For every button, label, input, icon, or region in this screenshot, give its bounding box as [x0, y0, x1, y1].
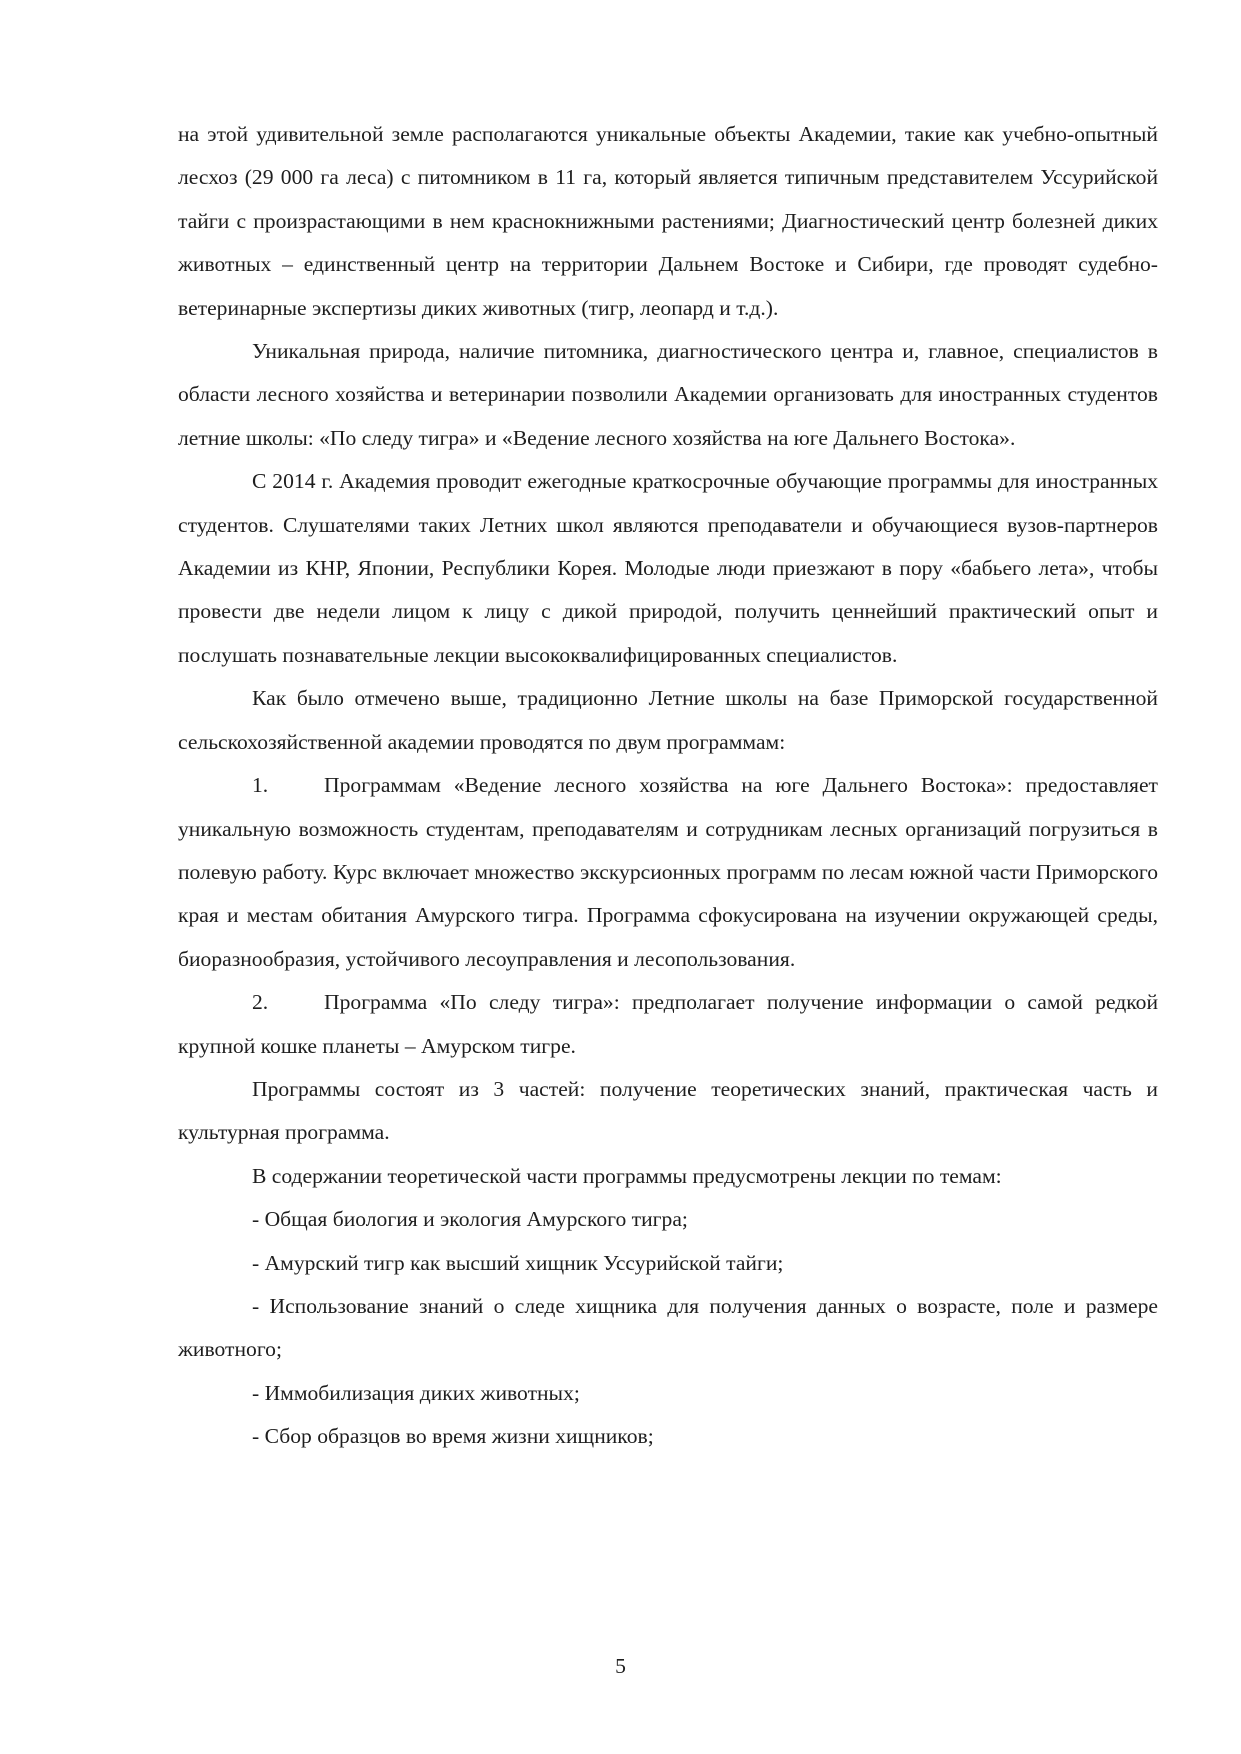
topic-item: - Амурский тигр как высший хищник Уссурийской тайги;	[252, 1250, 784, 1275]
item-text: Программам «Ведение лесного хозяйства на юге Дальнего Востока»: предоставляет уникальную возможность студентам, преподавателям и сотрудникам лесных организаций погрузиться в полевую работу. Курс включает множество экскурсионных программ по лесам южной части Приморского края и местам обитания Амурского тигра. Программа сфокусирована на изучении окружающей среды, биоразнообразия, устойчивого лесоуправления и лесопользования.	[178, 773, 1158, 971]
topic-item: - Общая биология и экология Амурского тигра;	[252, 1207, 688, 1232]
item-number: 2.	[252, 990, 269, 1015]
page-number: 5	[615, 1654, 626, 1678]
paragraph-three-parts: Программы состоят из 3 частей: получение теоретических знаний, практическая часть и культурная программа.	[178, 1076, 1158, 1145]
topic-item: - Использование знаний о следе хищника для получения данных о возрасте, поле и размере животного;	[178, 1293, 1158, 1362]
numbered-item-forestry	[178, 764, 1158, 981]
item-number: 1.	[252, 773, 269, 798]
paragraph-two-programs: Как было отмечено выше, традиционно Летние школы на базе Приморской государственной сельскохозяйственной академии проводятся по двум программам:	[178, 686, 1158, 754]
paragraph-unique-nature: Уникальная природа, наличие питомника, диагностического центра и, главное, специалистов в области лесного хозяйства и ветеринарии позволили Академии организовать для иностранных студентов летние школы: «По следу тигра» и «Ведение лесного хозяйства на юге Дальнего Востока».	[178, 339, 1158, 450]
topic-item: - Иммобилизация диких животных;	[252, 1380, 580, 1405]
item-text: Программа «По следу тигра»: предполагает получение информации о самой редкой крупной кошке планеты – Амурском тигре.	[178, 990, 1158, 1058]
numbered-item-tiger-trail	[178, 981, 1158, 1068]
topic-item: - Сбор образцов во время жизни хищников;	[252, 1424, 654, 1449]
paragraph-lecture-topics-intro: В содержании теоретической части программы предусмотрены лекции по темам:	[252, 1163, 1002, 1188]
paragraph-since-2014: С 2014 г. Академия проводит ежегодные краткосрочные обучающие программы для иностранных студентов. Слушателями таких Летних школ являются преподаватели и обучающиеся вузов-партнеров Академии из КНР, Японии, Республики Корея. Молодые люди приезжают в пору «бабьего лета», чтобы провести две недели лицом к лицу с дикой природой, получить ценнейший практический опыт и послушать познавательные лекции высококвалифицированных специалистов.	[178, 469, 1158, 667]
document-page	[178, 113, 1158, 1459]
paragraph-academy-objects: на этой удивительной земле располагаются уникальные объекты Академии, такие как учебно-опытный лесхоз (29 000 га леса) с питомником в 11 га, который является типичным представителем Уссурийской тайги с произрастающими в нем краснокнижными растениями; Диагностический центр болезней диких животных – единственный центр на территории Дальнем Востоке и Сибири, где проводят судебно-ветеринарные экспертизы диких животных (тигр, леопард и т.д.).	[178, 122, 1158, 320]
